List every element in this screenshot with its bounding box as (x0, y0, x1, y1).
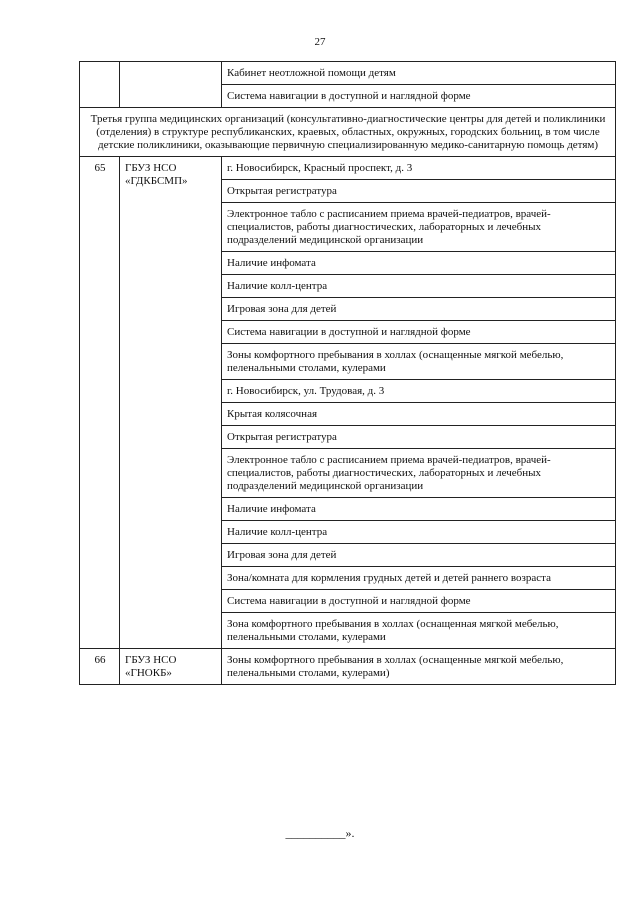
feature-cell: Наличие колл-центра (222, 521, 616, 544)
feature-cell: Зоны комфортного пребывания в холлах (оснащенные мягкой мебелью, пеленальными столами, кулерами (222, 344, 616, 380)
feature-cell: Система навигации в доступной и наглядной форме (222, 85, 616, 108)
page-number: 27 (314, 36, 326, 48)
table-row (80, 62, 616, 85)
feature-cell: Наличие инфомата (222, 498, 616, 521)
feature-cell: Игровая зона для детей (222, 298, 616, 321)
organization-cell-empty (120, 62, 222, 108)
table-row (80, 157, 616, 180)
feature-cell: Открытая регистратура (222, 180, 616, 203)
entry-number: 66 (80, 649, 120, 685)
facilities-table (79, 61, 616, 685)
group-header-row (80, 108, 616, 157)
feature-cell: Крытая колясочная (222, 403, 616, 426)
organization-name: ГБУЗ НСО «ГНОКБ» (120, 649, 222, 685)
feature-cell: Система навигации в доступной и наглядной форме (222, 590, 616, 613)
feature-cell: Кабинет неотложной помощи детям (222, 62, 616, 85)
feature-cell: Зона комфортного пребывания в холлах (оснащенная мягкой мебелью, пеленальными столами, кулерами (222, 613, 616, 649)
feature-cell: Электронное табло с расписанием приема врачей-педиатров, врачей-специалистов, работы диагностических, лабораторных и лечебных подразделений медицинской организации (222, 449, 616, 498)
feature-cell: Система навигации в доступной и наглядной форме (222, 321, 616, 344)
feature-cell: Зона/комната для кормления грудных детей и детей раннего возраста (222, 567, 616, 590)
feature-cell: Электронное табло с расписанием приема врачей-педиатров, врачей-специалистов, работы диагностических, лабораторных и лечебных подразделений медицинской организации (222, 203, 616, 252)
closing-mark: __________». (285, 826, 355, 840)
table-row (80, 649, 616, 685)
feature-cell: Игровая зона для детей (222, 544, 616, 567)
feature-cell: Наличие инфомата (222, 252, 616, 275)
feature-cell: Зоны комфортного пребывания в холлах (оснащенные мягкой мебелью, пеленальными столами, кулерами) (222, 649, 616, 685)
feature-cell: Наличие колл-центра (222, 275, 616, 298)
feature-cell: г. Новосибирск, Красный проспект, д. 3 (222, 157, 616, 180)
organization-name: ГБУЗ НСО «ГДКБСМП» (120, 157, 222, 649)
feature-cell: Открытая регистратура (222, 426, 616, 449)
number-cell-empty (80, 62, 120, 108)
group-header: Третья группа медицинских организаций (консультативно-диагностические центры для детей и поликлиники (отделения) в структуре республиканских, краевых, областных, окружных, городских больниц, в том числе детские поликлиники, оказывающие первичную специализированную медико-санитарную помощь детям) (80, 108, 616, 157)
entry-number: 65 (80, 157, 120, 649)
feature-cell: г. Новосибирск, ул. Трудовая, д. 3 (222, 380, 616, 403)
